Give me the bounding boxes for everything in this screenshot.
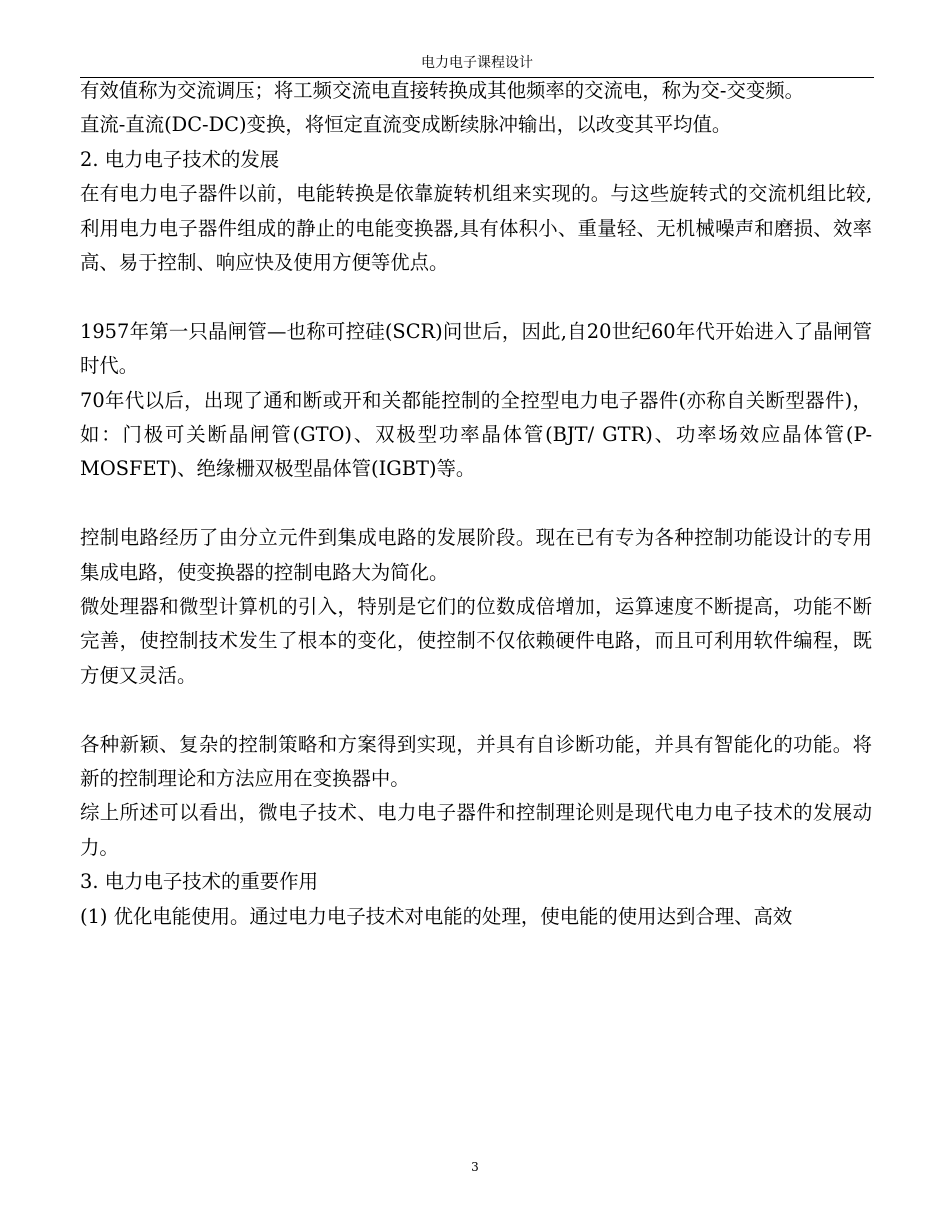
paragraph-gap	[80, 280, 872, 314]
section-heading: 2. 电力电子技术的发展	[80, 147, 280, 171]
paragraph: 综上所述可以看出，微电子技术、电力电子器件和控制理论则是现代电力电子技术的发展动力。	[80, 801, 872, 859]
paragraph: 直流-直流(DC-DC)变换，将恒定直流变成断续脉冲输出，以改变其平均值。	[80, 113, 732, 137]
paragraph: 1957年第一只晶闸管—也称可控硅(SCR)问世后，因此,自20世纪60年代开始进入了晶闸管时代。	[80, 319, 872, 378]
document-body	[80, 74, 872, 934]
paragraph: 在有电力电子器件以前，电能转换是依靠旋转机组来实现的。与这些旋转式的交流机组比较,利用电力电子器件组成的静止的电能变换器,具有体积小、重量轻、无机械噪声和磨损、效率高、易于控制、响应快及使用方便等优点。	[80, 182, 872, 275]
page-header-title: 电力电子课程设计	[421, 55, 533, 71]
paragraph-gap	[80, 487, 872, 521]
paragraph: 有效值称为交流调压；将工频交流电直接转换成其他频率的交流电，称为交-交变频。	[80, 79, 805, 102]
paragraph: 微处理器和微型计算机的引入，特别是它们的位数成倍增加，运算速度不断提高，功能不断完善，使控制技术发生了根本的变化，使控制不仅依赖硬件电路，而且可利用软件编程，既方便又灵活。	[80, 595, 872, 687]
paragraph-gap	[80, 693, 872, 727]
paragraph: 控制电路经历了由分立元件到集成电路的发展阶段。现在已有专为各种控制功能设计的专用集成电路，使变换器的控制电路大为简化。	[80, 526, 872, 584]
paragraph: 各种新颖、复杂的控制策略和方案得到实现，并具有自诊断功能，并具有智能化的功能。将新的控制理论和方法应用在变换器中。	[80, 732, 872, 791]
paragraph: (1) 优化电能使用。通过电力电子技术对电能的处理，使电能的使用达到合理、高效	[80, 904, 793, 928]
paragraph: 70年代以后，出现了通和断或开和关都能控制的全控型电力电子器件(亦称自关断型器件)，如：门极可关断晶闸管(GTO)、双极型功率晶体管(BJT/ GTR)、功率场效应晶体管(P-MOSFET)、绝缘栅双极型晶体管(IGBT)等。	[80, 388, 872, 481]
page-number: 3	[471, 1160, 479, 1174]
section-heading: 3. 电力电子技术的重要作用	[80, 870, 318, 894]
